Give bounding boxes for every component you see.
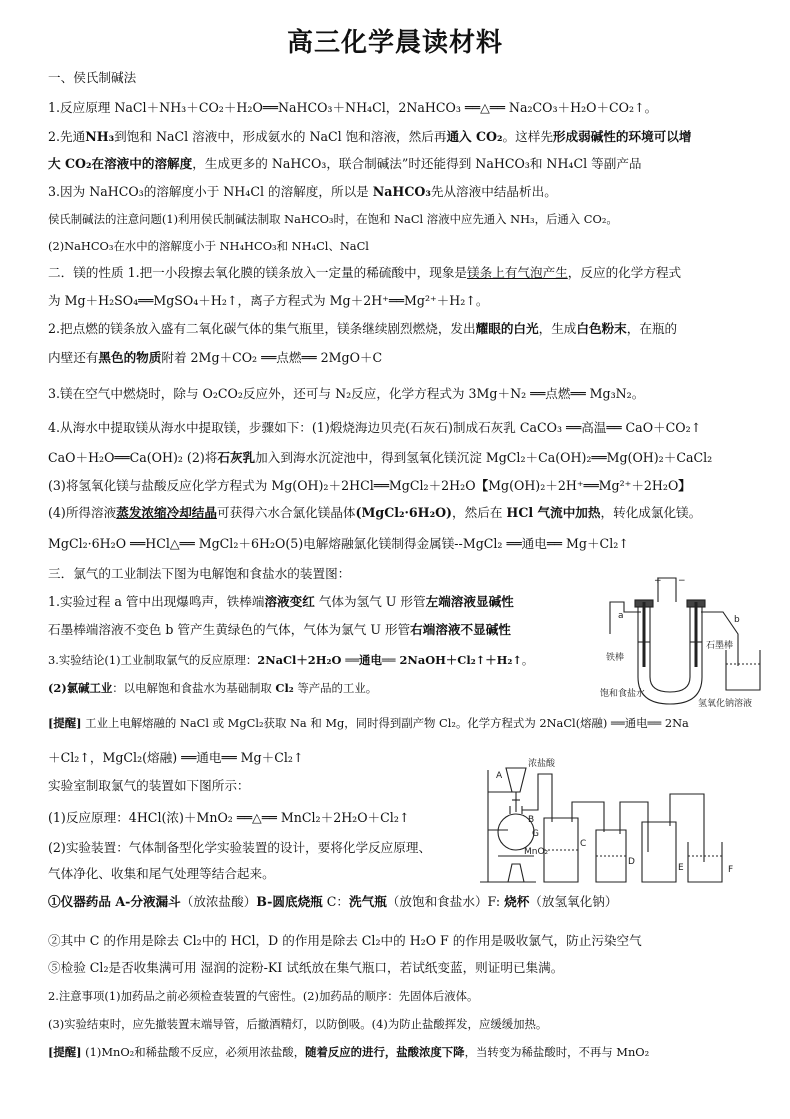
text-segment: ，生成 — [538, 321, 577, 336]
text-line — [48, 99, 657, 117]
text-segment: 内壁还有 — [48, 350, 99, 365]
text-line — [48, 959, 563, 977]
text-segment: 通入 CO₂ — [446, 129, 503, 144]
text-segment: ，生成更多的 NaHCO₃，联合制碱法”时还能得到 NaHCO₃和 NH₄Cl 等副产品 — [192, 156, 642, 171]
text-segment: (MgCl₂·6H₂O) — [355, 505, 453, 520]
text-segment: 洗气瓶 — [349, 894, 387, 909]
text-line — [48, 292, 488, 310]
text-segment: Cl₂ — [275, 681, 294, 695]
text-segment: (2)实验装置：气体制备型化学实验装置的设计，要将化学反应原理、 — [48, 840, 432, 855]
text-segment: C： — [322, 894, 350, 909]
plus-label: + — [654, 576, 662, 586]
text-line — [48, 777, 250, 795]
text-line — [48, 932, 642, 950]
text-segment: 左端溶液显碱性 — [425, 594, 514, 609]
text-segment: 3.镁在空气中燃烧时，除与 O₂CO₂反应外，还可与 N₂反应，化学方程式为 3Mg＋N₂ ══点燃══ Mg₃N₂。 — [48, 386, 645, 401]
tube-a-label: a — [618, 611, 624, 621]
text-segment: 工业上电解熔融的 NaCl 或 MgCl₂获取 Na 和 Mg，同时得到副产物 Cl₂。化学方程式为 2NaCl(熔融) ══通电══ 2Na — [81, 716, 689, 730]
text-segment: MgCl₂·6H₂O ══HCl△══ MgCl₂＋6H₂O(5)电解熔融氯化镁制得金属镁--MgCl₂ ══通电══ Mg＋Cl₂↑ — [48, 536, 629, 551]
hcl-label: 浓盐酸 — [528, 759, 556, 769]
text-segment: B-圆底烧瓶 — [256, 894, 323, 909]
text-segment: 3.实验结论(1)工业制取氯气的反应原理： — [48, 653, 258, 667]
text-segment: 实验室制取氯气的装置如下图所示： — [48, 778, 250, 793]
text-line — [48, 651, 533, 669]
text-line — [48, 1043, 649, 1061]
text-line — [48, 183, 557, 201]
text-segment: NH₃ — [85, 129, 115, 144]
text-segment: ，然后在 — [452, 505, 507, 520]
text-line — [48, 237, 369, 255]
text-segment: 2.把点燃的镁条放入盛有二氧化碳气体的集气瓶里，镁条继续剧烈燃烧，发出 — [48, 321, 476, 336]
text-line — [48, 128, 691, 146]
text-segment: 石灰乳 — [217, 450, 256, 465]
label-A: A — [496, 771, 503, 781]
text-line — [48, 504, 701, 522]
text-segment: 2.注意事项(1)加药品之前必须检查装置的气密性。(2)加药品的顺序：先固体后液体。 — [48, 989, 479, 1003]
label-C: C — [580, 839, 587, 849]
text-line — [48, 714, 689, 732]
text-segment: 3.因为 NaHCO₃的溶解度小于 NH₄Cl 的溶解度，所以是 — [48, 184, 373, 199]
text-segment: 气体为氢气 U 形管 — [314, 594, 426, 609]
label-F: F — [728, 865, 734, 875]
graphite-rod-label: 石墨棒 — [706, 641, 734, 651]
text-line — [48, 809, 409, 827]
text-segment: ＋Cl₂↑，MgCl₂(熔融) ══通电══ Mg＋Cl₂↑ — [48, 750, 304, 765]
text-line — [48, 621, 511, 639]
text-segment: ⑤检验 Cl₂是否收集满可用 湿润的淀粉-KI 试纸放在集气瓶口，若试纸变蓝，则证明已集满。 — [48, 960, 564, 975]
text-segment: 镁条上有气泡产生 — [467, 265, 568, 280]
text-line — [48, 893, 617, 911]
saline-label: 饱和食盐水 — [600, 689, 646, 699]
text-segment: ，当转变为稀盐酸时，不再与 MnO₂ — [464, 1045, 650, 1059]
iron-rod-label: 铁棒 — [606, 653, 625, 663]
text-segment: 三．氯气的工业制法下图为电解饱和食盐水的装置图： — [48, 566, 351, 581]
text-line — [48, 320, 677, 338]
text-segment: 一、侯氏制碱法 — [48, 70, 137, 85]
tube-b-label: b — [734, 615, 740, 625]
text-segment: ，反应的化学方程式 — [567, 265, 682, 280]
text-line — [48, 679, 377, 697]
text-line — [48, 865, 275, 883]
text-line — [48, 839, 431, 857]
text-segment: 耀眼的白光 — [475, 321, 539, 336]
text-line — [48, 385, 644, 403]
electrolysis-apparatus-figure — [598, 572, 770, 712]
text-segment: 到饱和 NaCl 溶液中，形成氨水的 NaCl 饱和溶液，然后再 — [114, 129, 447, 144]
label-G: G — [532, 829, 539, 839]
text-segment: [提醒] — [48, 716, 82, 730]
text-line — [48, 477, 691, 495]
text-segment: 烧杯 — [504, 894, 530, 909]
text-segment: （放浓盐酸） — [180, 894, 257, 909]
mno2-label: MnO₂ — [524, 847, 549, 857]
text-segment: (1)MnO₂和稀盐酸不反应，必须用浓盐酸， — [81, 1045, 306, 1059]
text-line — [48, 987, 478, 1005]
text-segment: 右端溶液不显碱性 — [410, 622, 511, 637]
text-segment: 黑色的物质 — [98, 350, 162, 365]
text-segment: (1)反应原理：4HCl(浓)＋MnO₂ ══△══ MnCl₂＋2H₂O＋Cl₂↑ — [48, 810, 410, 825]
text-segment: (2)氯碱工业 — [48, 681, 113, 695]
text-segment: 侯氏制碱法的注意问题(1)利用侯氏制碱法制取 NaHCO₃时，在饱和 NaCl 溶液中应先通入 NH₃，后通入 CO₂。 — [48, 212, 618, 226]
chlorine-preparation-figure — [472, 752, 764, 892]
text-segment: (4)所得溶液 — [48, 505, 117, 520]
text-segment: 加入到海水沉淀池中，得到氢氧化镁沉淀 MgCl₂＋Ca(OH)₂══Mg(OH)₂＋CaCl₂ — [255, 450, 713, 465]
text-segment: 为 Mg＋H₂SO₄══MgSO₄＋H₂↑，离子方程式为 Mg＋2H⁺══Mg²⁺＋H₂↑。 — [48, 293, 489, 308]
label-D: D — [628, 857, 635, 867]
text-segment: 蒸发浓缩冷却结晶 — [116, 505, 217, 520]
page-title: 高三化学晨读材料 — [286, 28, 503, 58]
text-line — [48, 565, 350, 583]
text-segment: 溶液变红 — [264, 594, 315, 609]
text-line — [48, 535, 629, 553]
text-segment: 1.实验过程 a 管中出现爆鸣声，铁棒端 — [48, 594, 265, 609]
text-line — [48, 449, 712, 467]
label-E: E — [678, 863, 684, 873]
text-line — [48, 69, 136, 87]
text-line — [48, 419, 701, 437]
text-segment: [提醒] — [48, 1045, 82, 1059]
text-segment: 。这样先 — [502, 129, 553, 144]
text-segment: 2.先通 — [48, 129, 86, 144]
text-segment: Mg(OH)₂＋2H⁺══Mg²⁺＋2H₂O — [488, 478, 679, 493]
text-segment: 1.反应原理 NaCl＋NH₃＋CO₂＋H₂O══NaHCO₃＋NH₄Cl，2NaHCO₃ ══△══ Na₂CO₃＋H₂O＋CO₂↑。 — [48, 100, 658, 115]
text-line — [48, 593, 514, 611]
text-segment: 4.从海水中提取镁从海水中提取镁，步骤如下：(1)煅烧海边贝壳(石灰石)制成石灰乳 CaCO₃ ══高温══ CaO＋CO₂↑ — [48, 420, 702, 435]
text-line — [48, 210, 618, 228]
text-line — [48, 264, 681, 282]
text-segment: ：以电解饱和食盐水为基础制取 — [112, 681, 276, 695]
text-segment: 大 CO₂在溶液中的溶解度 — [48, 156, 193, 171]
text-segment: 2NaCl＋2H₂O ══通电══ 2NaOH＋Cl₂↑＋H₂↑ — [257, 653, 522, 667]
label-B: B — [528, 815, 535, 825]
minus-label: − — [678, 576, 686, 586]
text-segment: 白色粉末 — [576, 321, 627, 336]
text-segment: ，转化成氯化镁。 — [600, 505, 702, 520]
text-segment: HCl 气流中加热 — [506, 505, 601, 520]
text-segment: ②其中 C 的作用是除去 Cl₂中的 HCl，D 的作用是除去 Cl₂中的 H₂O F 的作用是吸收氯气，防止污染空气 — [48, 933, 642, 948]
text-line — [48, 749, 303, 767]
text-segment: 形成弱碱性的环境可以增 — [552, 129, 692, 144]
text-segment: 石墨棒端溶液不变色 b 管产生黄绿色的气体，气体为氯气 U 形管 — [48, 622, 411, 637]
text-segment: 随着反应的进行，盐酸浓度下降 — [305, 1045, 465, 1059]
text-line — [48, 155, 642, 173]
text-segment: （放氢氧化钠） — [529, 894, 618, 909]
text-line — [48, 349, 382, 367]
naoh-label: 氢氧化钠溶液 — [698, 699, 753, 709]
text-segment: ，在瓶的 — [626, 321, 678, 336]
text-segment: 【 — [475, 478, 489, 493]
text-segment: 等产品的工业。 — [293, 681, 378, 695]
text-segment: 可获得六水合氯化镁晶体 — [216, 505, 356, 520]
text-segment: (3)实验结束时，应先撤装置末端导管，后撤酒精灯，以防倒吸。(4)为防止盐酸挥发，应缓缓加热。 — [48, 1017, 548, 1031]
text-segment: 二．镁的性质 1.把一小段擦去氧化膜的镁条放入一定量的稀硫酸中，现象是 — [48, 265, 468, 280]
text-segment: 附着 2Mg＋CO₂ ══点燃══ 2MgO＋C — [161, 350, 383, 365]
text-segment: CaO＋H₂O══Ca(OH)₂ (2)将 — [48, 450, 218, 465]
text-segment: ①仪器药品 A-分液漏斗 — [48, 894, 181, 909]
text-segment: （放饱和食盐水）F: — [386, 894, 505, 909]
text-segment: NaHCO₃ — [372, 184, 431, 199]
text-line — [48, 1015, 547, 1033]
text-segment: 】 — [678, 478, 691, 493]
text-segment: 气体净化、收集和尾气处理等结合起来。 — [48, 866, 275, 881]
text-segment: 。 — [521, 653, 534, 667]
text-segment: (3)将氢氧化镁与盐酸反应化学方程式为 Mg(OH)₂＋2HCl══MgCl₂＋2H₂O — [48, 478, 476, 493]
text-segment: (2)NaHCO₃在水中的溶解度小于 NH₄HCO₃和 NH₄Cl、NaCl — [48, 239, 369, 253]
text-segment: 先从溶液中结晶析出。 — [430, 184, 557, 199]
